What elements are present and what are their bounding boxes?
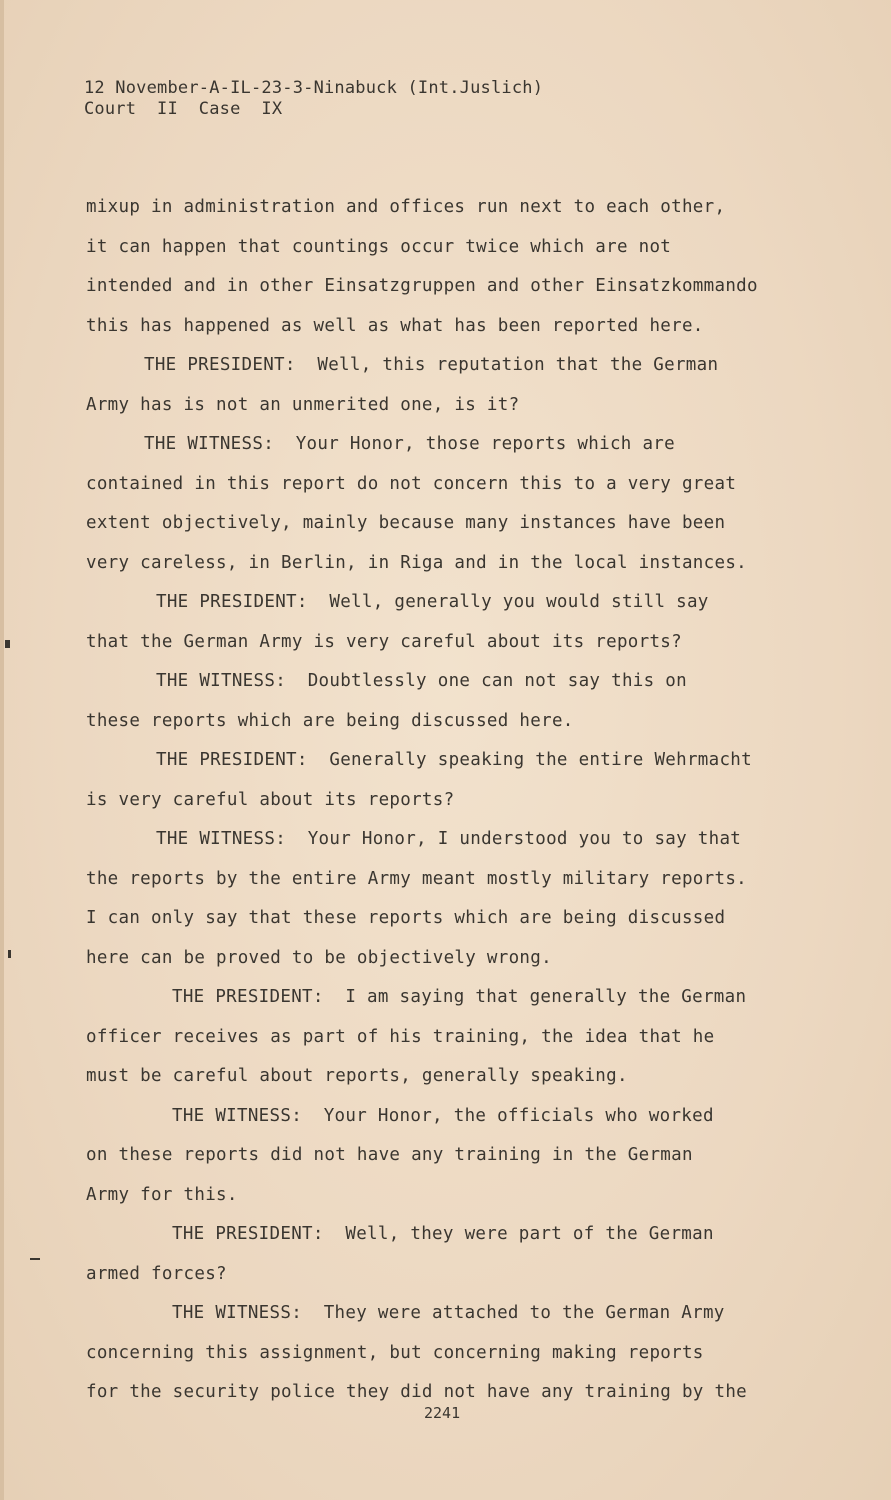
margin-mark [5, 640, 10, 648]
text-line: THE WITNESS: Your Honor, those reports which are [144, 434, 675, 454]
text-line: concerning this assignment, but concerning making reports [86, 1342, 704, 1363]
text-line: these reports which are being discussed here. [86, 710, 574, 731]
transcript-body [86, 188, 826, 1413]
text-line: armed forces? [86, 1263, 227, 1284]
text-line: Army for this. [86, 1184, 238, 1205]
document-header [84, 78, 543, 120]
text-line: Army has is not an unmerited one, is it? [86, 394, 520, 415]
text-line: THE PRESIDENT: Well, this reputation that the German [144, 355, 719, 375]
text-line: THE PRESIDENT: I am saying that generally the German [172, 987, 747, 1007]
header-line-2: Court II Case IX [84, 99, 283, 119]
text-line: THE WITNESS: Your Honor, I understood you to say that [156, 829, 742, 849]
page-number: 2241 [424, 1404, 461, 1422]
header-line-1: 12 November-A-IL-23-3-Ninabuck (Int.Juslich) [84, 78, 544, 98]
text-line: mixup in administration and offices run next to each other, [86, 197, 726, 217]
text-line: extent objectively, mainly because many instances have been [86, 513, 726, 533]
text-line: here can be proved to be objectively wrong. [86, 947, 552, 968]
text-line: for the security police they did not have any training by the [86, 1382, 747, 1402]
text-line: on these reports did not have any training in the German [86, 1145, 693, 1165]
text-line: that the German Army is very careful about its reports? [86, 631, 682, 652]
text-line: I can only say that these reports which are being discussed [86, 908, 726, 928]
text-line: must be careful about reports, generally speaking. [86, 1066, 628, 1086]
margin-mark [30, 1258, 40, 1260]
text-line: THE PRESIDENT: Well, they were part of the German [172, 1224, 714, 1244]
text-line: very careless, in Berlin, in Riga and in the local instances. [86, 552, 747, 573]
text-line: THE WITNESS: They were attached to the German Army [172, 1303, 725, 1323]
text-line: it can happen that countings occur twice which are not [86, 236, 672, 257]
text-line: contained in this report do not concern this to a very great [86, 473, 737, 494]
text-line: intended and in other Einsatzgruppen and other Einsatzkommando [86, 276, 758, 296]
margin-mark [8, 950, 11, 958]
text-line: officer receives as part of his training, the idea that he [86, 1026, 715, 1047]
text-line: THE WITNESS: Your Honor, the officials who worked [172, 1105, 714, 1126]
text-line: THE PRESIDENT: Generally speaking the entire Wehrmacht [156, 750, 752, 770]
text-line: this has happened as well as what has been reported here. [86, 315, 704, 336]
text-line: THE PRESIDENT: Well, generally you would still say [156, 592, 709, 612]
text-line: the reports by the entire Army meant mostly military reports. [86, 868, 747, 889]
text-line: THE WITNESS: Doubtlessly one can not say this on [156, 671, 687, 691]
text-line: is very careful about its reports? [86, 789, 455, 810]
